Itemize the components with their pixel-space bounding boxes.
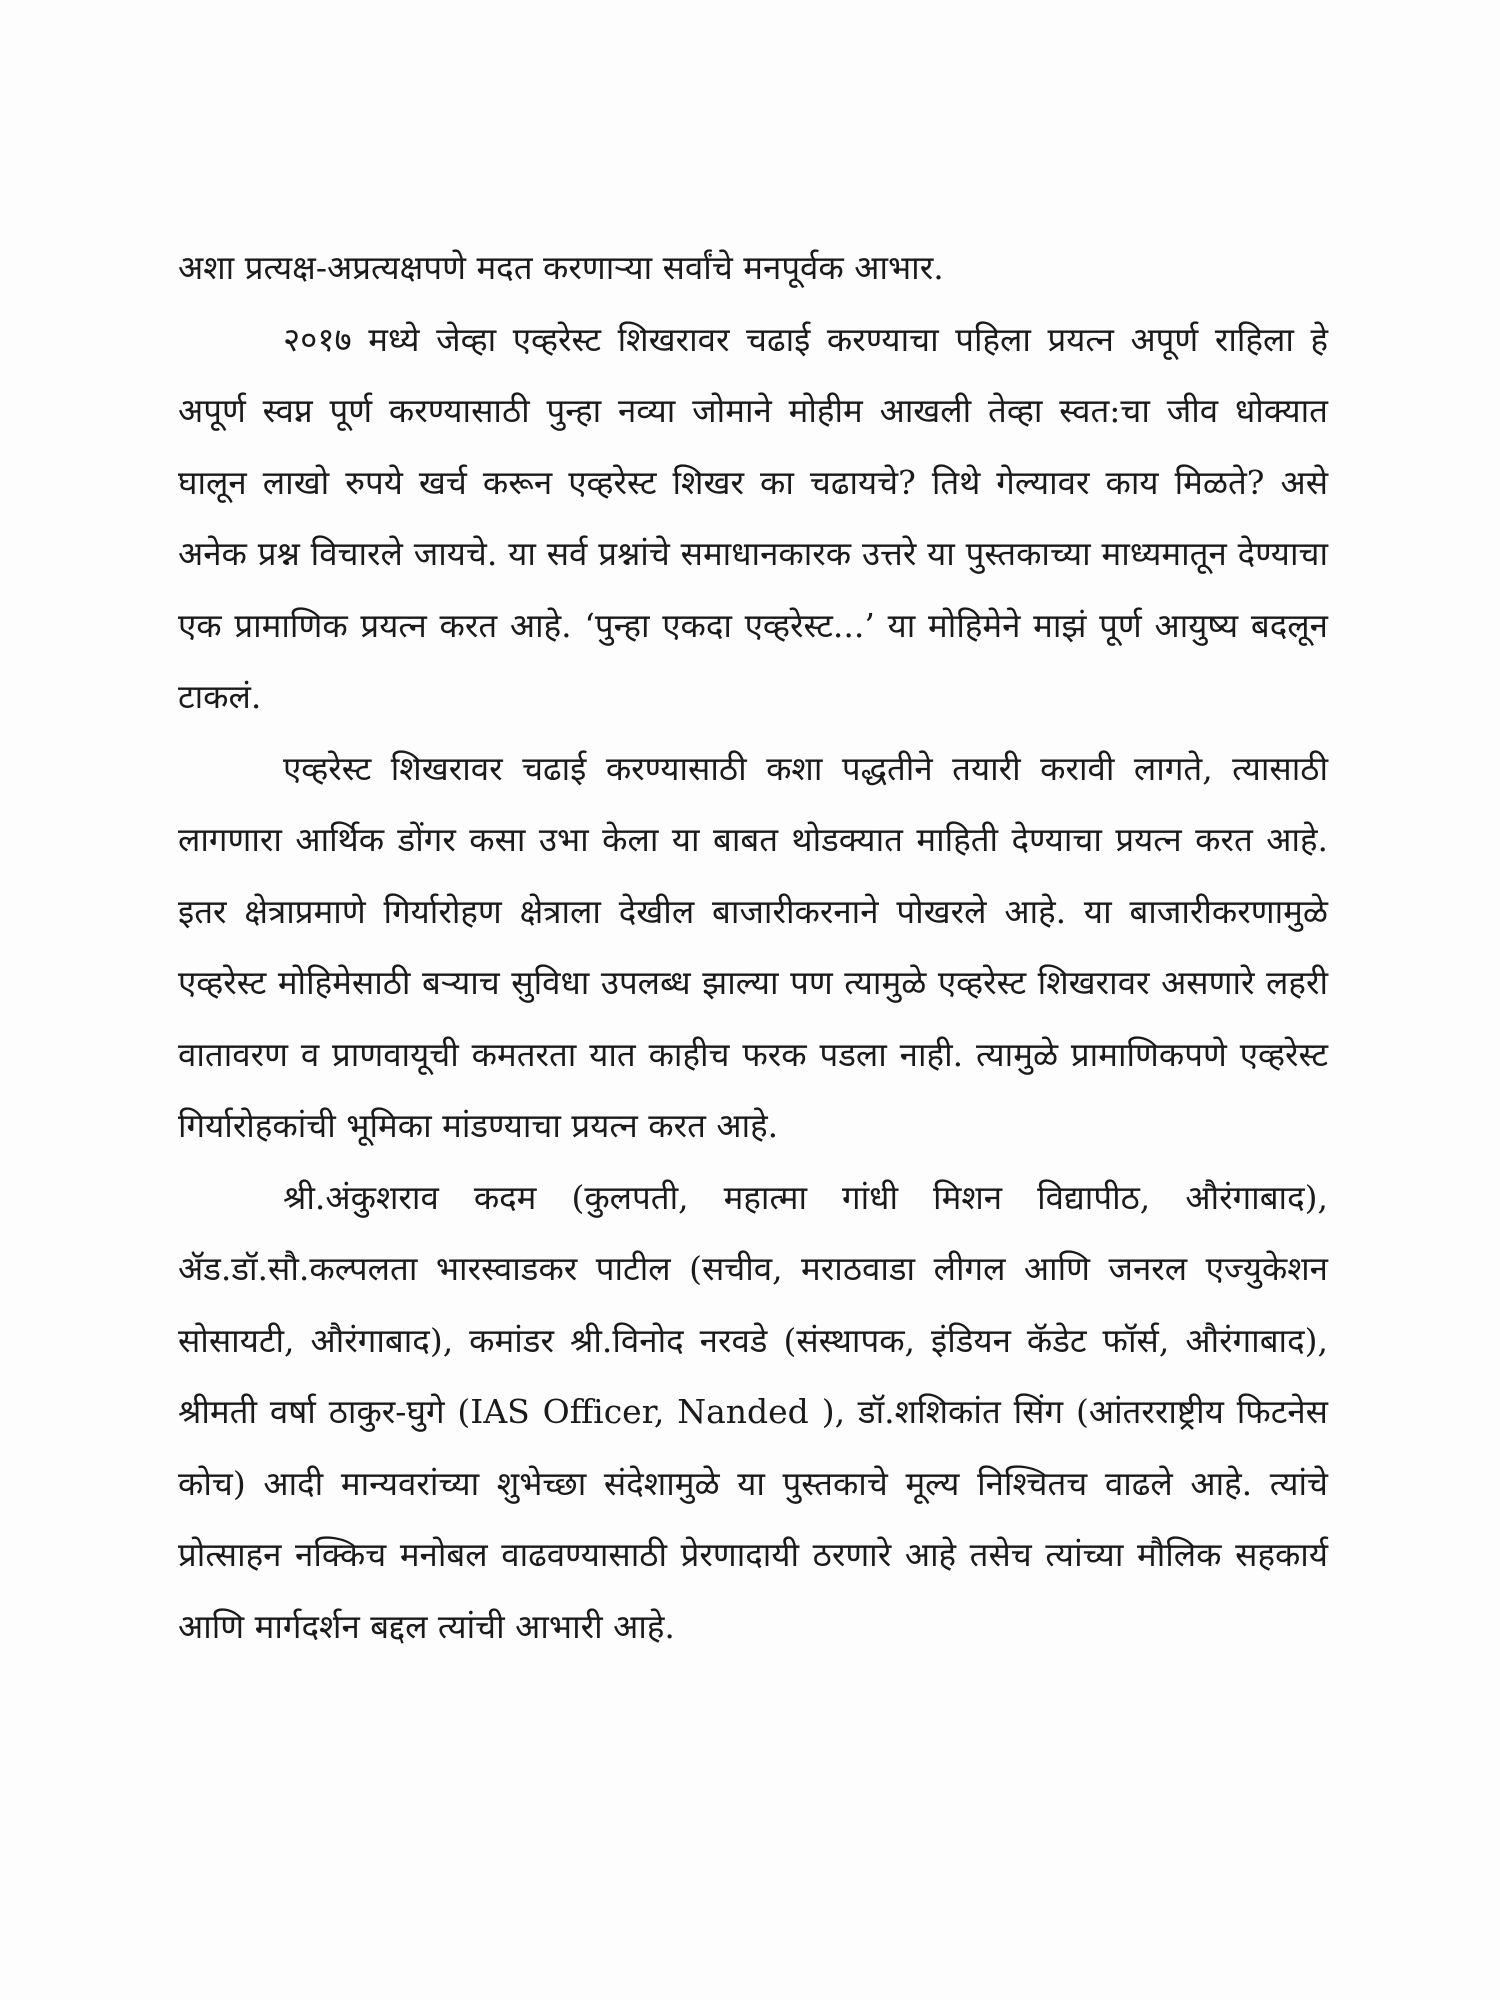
body-text [178, 232, 1328, 1662]
paragraph-acknowledgements: श्री.अंकुशराव कदम (कुलपती, महात्मा गांधी मिशन विद्यापीठ, औरंगाबाद), ॲड.डॉ.सौ.कल्पलता भारस्वाडकर पाटील (सचीव, मराठवाडा लीगल आणि जनरल एज्युकेशन सोसायटी, औरंगाबाद), कमांडर श्री.विनोद नरवडे (संस्थापक, इंडियन कॅडेट फॉर्स, औरंगाबाद), श्रीमती वर्षा ठाकुर-घुगे (IAS Officer, Nanded ), डॉ.शशिकांत सिंग (आंतरराष्ट्रीय फिटनेस कोच) आदी मान्यवरांच्या शुभेच्छा संदेशामुळे या पुस्तकाचे मूल्य निश्चितच वाढले आहे. त्यांचे प्रोत्साहन नक्किच मनोबल वाढवण्यासाठी प्रेरणादायी ठरणारे आहे तसेच त्यांच्या मौलिक सहकार्य आणि मार्गदर्शन बद्दल त्यांची आभारी आहे. [178, 1177, 1328, 1646]
paragraph-preparation: एव्हरेस्ट शिखरावर चढाई करण्यासाठी कशा पद्धतीने तयारी करावी लागते, त्यासाठी लागणारा आर्थिक डोंगर कसा उभा केला या बाबत थोडक्यात माहिती देण्याचा प्रयत्न करत आहे. इतर क्षेत्राप्रमाणे गिर्यारोहण क्षेत्राला देखील बाजारीकरनाने पोखरले आहे. या बाजारीकरणामुळे एव्हरेस्ट मोहिमेसाठी बऱ्याच सुविधा उपलब्ध झाल्या पण त्यामुळे एव्हरेस्ट शिखरावर असणारे लहरी वातावरण व प्राणवायूची कमतरता यात काहीच फरक पडला नाही. त्यामुळे प्रामाणिकपणे एव्हरेस्ट गिर्यारोहकांची भूमिका मांडण्याचा प्रयत्न करत आहे. [178, 748, 1328, 1145]
paragraph-closing-thanks: अशा प्रत्यक्ष-अप्रत्यक्षपणे मदत करणाऱ्या सर्वांचे मनपूर्वक आभार. [178, 248, 944, 287]
paragraph-everest-attempt: २०१७ मध्ये जेव्हा एव्हरेस्ट शिखरावर चढाई करण्याचा पहिला प्रयत्न अपूर्ण राहिला हे अपूर्ण स्वप्न पूर्ण करण्यासाठी पुन्हा नव्या जोमाने मोहीम आखली तेव्हा स्वत:चा जीव धोक्यात घालून लाखो रुपये खर्च करून एव्हरेस्ट शिखर का चढायचे? तिथे गेल्यावर काय मिळते? असे अनेक प्रश्न विचारले जायचे. या सर्व प्रश्नांचे समाधानकारक उत्तरे या पुस्तकाच्या माध्यमातून देण्याचा एक प्रामाणिक प्रयत्न करत आहे. ‘पुन्हा एकदा एव्हरेस्ट...’ या मोहिमेने माझं पूर्ण आयुष्य बदलून टाकलं. [178, 319, 1328, 716]
